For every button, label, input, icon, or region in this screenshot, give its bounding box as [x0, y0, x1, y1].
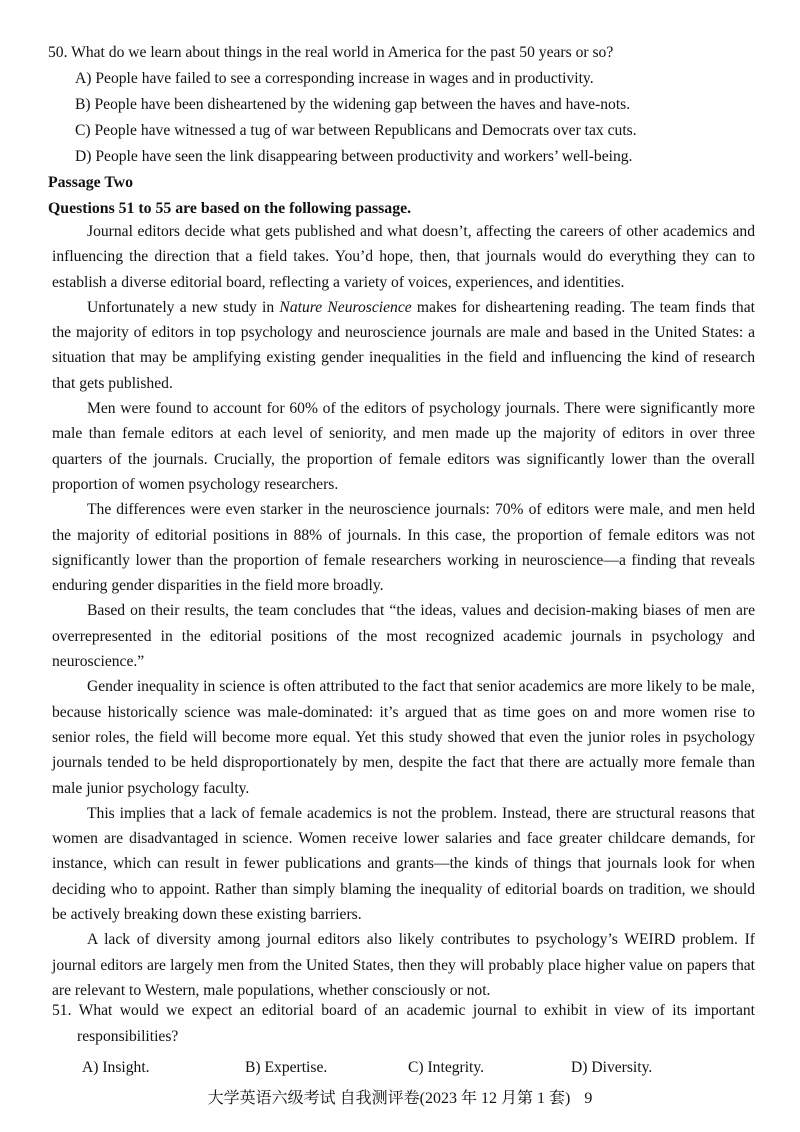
question-50-stem: 50. What do we learn about things in the real world in America for the past 50 years or so?	[48, 44, 614, 61]
journal-title: Nature Neuroscience	[279, 298, 412, 316]
paragraph-2-rest: makes for disheartening reading. The team finds that the majority of editors in top psychology and neuroscience journals are male and based in the United States: a situation that may be amplifying existing gender inequalities in the field and influencing the kind of research that gets published.	[52, 298, 755, 392]
question-50-option-b: B) People have been disheartened by the widening gap between the haves and have-nots.	[75, 96, 631, 113]
question-50-option-c: C) People have witnessed a tug of war between Republicans and Democrats over tax cuts.	[75, 122, 637, 139]
question-51-option-b: B) Expertise.	[245, 1059, 328, 1076]
question-51	[52, 998, 755, 1081]
question-51-options	[52, 1055, 755, 1081]
question-51-option-a: A) Insight.	[82, 1059, 150, 1076]
page-number: 9	[584, 1090, 593, 1107]
question-51-stem: 51. What would we expect an editorial board of an academic journal to exhibit in view of its important responsibilities?	[52, 1002, 755, 1045]
paragraph-2	[52, 295, 755, 396]
paragraph-1: Journal editors decide what gets published and what doesn’t, affecting the careers of other academics and influencing the direction that a field takes. You’d hope, then, that journals would do everything they can to establish a diverse editorial board, reflecting a variety of voices, experiences, and identities.	[52, 223, 755, 291]
paragraph-4: The differences were even starker in the neuroscience journals: 70% of editors were male, and men held the majority of editorial positions in 88% of journals. In this case, the proportion of female editors was not significantly lower than the proportion of female researchers working in neuroscience—a finding that reveals enduring gender disparities in the field more broadly.	[52, 501, 755, 595]
exam-title: 大学英语六级考试 自我测评卷(2023 年 12 月第 1 套)	[207, 1090, 571, 1107]
paragraph-8: A lack of diversity among journal editors also likely contributes to psychology’s WEIRD problem. If journal editors are largely men from the United States, then they will probably place higher value on papers that are relevant to Western, male populations, whether consciously or not.	[52, 931, 755, 999]
page-footer	[0, 1086, 800, 1112]
paragraph-6: Gender inequality in science is often attributed to the fact that senior academics are more likely to be male, because historically science was male-dominated: it’s argued that as time goes on and more women rise to senior roles, the field will become more equal. Yet this study showed that even the junior roles in psychology journals tended to be held disproportionately by men, despite the fact that there are actually more female than male junior psychology faculty.	[52, 678, 755, 797]
question-50	[48, 40, 760, 170]
question-51-option-d: D) Diversity.	[571, 1059, 653, 1076]
passage-instruction: Questions 51 to 55 are based on the following passage.	[48, 200, 412, 217]
paragraph-3: Men were found to account for 60% of the editors of psychology journals. There were significantly more male than female editors at each level of seniority, and men made up the majority of editors in over three quarters of the journals. Crucially, the proportion of female editors was significantly lower than the overall proportion of women psychology researchers.	[52, 400, 755, 493]
question-51-option-c: C) Integrity.	[408, 1059, 485, 1076]
passage-body	[52, 219, 755, 1003]
passage-title: Passage Two	[48, 174, 133, 191]
paragraph-2-lead: Unfortunately a new study in	[87, 298, 280, 316]
paragraph-5: Based on their results, the team concludes that “the ideas, values and decision-making biases of men are overrepresented in the editorial positions of the most recognized academic journals in psychology and neuroscience.”	[52, 602, 755, 671]
paragraph-7: This implies that a lack of female academics is not the problem. Instead, there are structural reasons that women are disadvantaged in science. Women receive lower salaries and face greater childcare demands, for instance, which can result in fewer publications and grants—the kinds of things that journals look for when deciding who to appoint. Rather than simply blaming the inequality of editorial boards on tradition, we should be actively breaking down these existing barriers.	[52, 804, 755, 924]
question-50-option-d: D) People have seen the link disappearing between productivity and workers’ well-being.	[75, 148, 633, 165]
question-50-option-a: A) People have failed to see a corresponding increase in wages and in productivity.	[75, 70, 594, 87]
